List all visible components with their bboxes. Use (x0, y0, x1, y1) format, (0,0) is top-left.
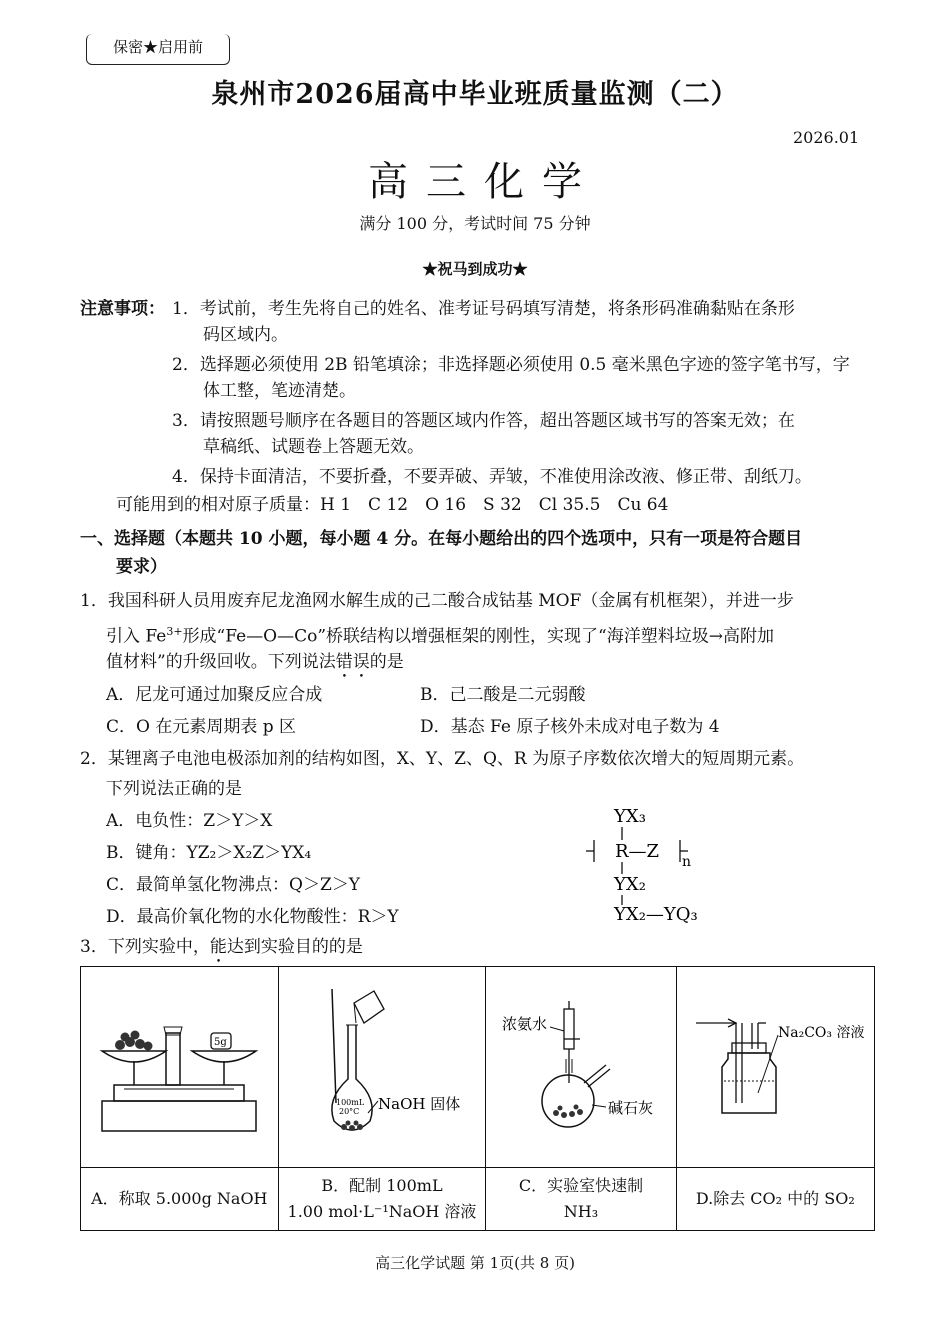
q3-image-a (81, 967, 279, 1168)
note-3-line1: 3．请按照题号顺序在各题目的答题区域内作答，超出答题区域书写的答案无效；在 (172, 411, 795, 431)
q3-caption-c: C．实验室快速制 NH₃ (486, 1168, 676, 1231)
ammonia-apparatus-icon (488, 973, 674, 1153)
weight-label: 5g (214, 1037, 228, 1048)
q2-structure-diagram (582, 800, 722, 930)
q3-image-d (676, 967, 874, 1168)
q1-emphasis: 错误 (335, 652, 370, 672)
q3-caption-a: A．称取 5.000g NaOH (81, 1168, 279, 1231)
q3-caption-b: B．配制 100mL 1.00 mol·L⁻¹NaOH 溶液 (278, 1168, 486, 1231)
struct-top: YX₃ (614, 806, 646, 827)
lime-label: 碱石灰 (607, 1099, 653, 1117)
q1-option-d: D．基态 Fe 原子核外未成对电子数为 4 (420, 717, 720, 737)
score-time: 满分 100 分，考试时间 75 分钟 (359, 214, 591, 233)
q2-line2: 下列说法正确的是 (106, 779, 242, 799)
notes-label: 注意事项： (80, 299, 165, 319)
gas-washing-bottle-icon (678, 973, 872, 1153)
q2-option-d: D．最高价氧化物的水化物酸性：R＞Y (106, 907, 399, 927)
q2-option-b: B．键角：YZ₂＞X₂Z＞YX₄ (106, 843, 312, 863)
motto: ★祝马到成功★ (422, 260, 528, 278)
struct-middle: R—Z (615, 841, 660, 862)
struct-branch1: YX₂ (614, 874, 646, 895)
na2co3-label: Na₂CO₃ 溶液 (778, 1025, 865, 1041)
q3-image-c (486, 967, 676, 1168)
confidential-stamp: 保密★启用前 (86, 34, 230, 65)
section1-heading-line1: 一、选择题（本题共 10 小题，每小题 4 分。在每小题给出的四个选项中，只有一项是符合题目 (80, 529, 803, 549)
note-2-line1: 2．选择题必须使用 2B 铅笔填涂；非选择题必须使用 0.5 毫米黑色字迹的签字笔书写，字 (172, 355, 850, 375)
q3-experiment-table (80, 966, 875, 1231)
page-footer: 高三化学试题 第 1页(共 8 页) (375, 1254, 575, 1272)
q3-stem: 3．下列实验中，能达到实验目的的是 (80, 937, 363, 957)
q2-option-a: A．电负性：Z＞Y＞X (106, 811, 273, 831)
note-4-line1: 4．保持卡面清洁，不要折叠，不要弄破、弄皱，不准使用涂改液、修正带、刮纸刀。 (172, 467, 812, 487)
flask-mark-2: 20°C (338, 1107, 360, 1116)
note-2-line2: 体工整，笔迹清楚。 (203, 381, 356, 401)
exam-title: 泉州市2026届高中毕业班质量监测（二） (211, 79, 739, 110)
subject-title: 高三化学 (368, 159, 600, 205)
q1-option-b: B．己二酸是二元弱酸 (420, 685, 586, 705)
q3-caption-d: D.除去 CO₂ 中的 SO₂ (676, 1168, 874, 1231)
note-1-line2: 码区域内。 (203, 325, 288, 345)
q1-line2: 引入 $Fe^{3+}$形成“Fe—O—Co”桥联结构以增强框架的刚性，实现了“海洋塑料垃圾→高附加 (106, 625, 774, 647)
naoh-label: NaOH 固体 (377, 1095, 461, 1113)
atomic-masses: 可能用到的相对原子质量：H 1 C 12 O 16 S 32 Cl 35.5 Cu 64 (116, 495, 669, 515)
volumetric-flask-icon (282, 973, 482, 1153)
q3-image-b (278, 967, 486, 1168)
struct-subscript-n: n (682, 854, 692, 870)
ammonia-label: 浓氨水 (501, 1015, 547, 1033)
q1-option-c: C．O 在元素周期表 p 区 (106, 717, 297, 737)
q2-line1: 2．某锂离子电池电极添加剂的结构如图，X、Y、Z、Q、R 为原子序数依次增大的短周期元素。 (80, 749, 805, 769)
q1-line1: 1．我国科研人员用废弃尼龙渔网水解生成的己二酸合成钴基 MOF（金属有机框架），并进一步 (80, 591, 794, 611)
q1-line3: 值材料”的升级回收。下列说法错误的是 (106, 652, 404, 672)
exam-date: 2026.01 (793, 128, 860, 147)
note-1-line1: 1．考试前，考生先将自己的姓名、准考证号码填写清楚，将条形码准确黏贴在条形 (172, 299, 795, 319)
q1-option-a: A．尼龙可通过加聚反应合成 (106, 685, 323, 705)
q2-option-c: C．最简单氢化物沸点：Q＞Z＞Y (106, 875, 360, 895)
balance-scale-icon (84, 973, 274, 1153)
struct-branch2: YX₂—YQ₃ (614, 904, 698, 925)
flask-mark-1: 100mL (335, 1098, 365, 1107)
section1-heading-line2: 要求） (116, 557, 167, 577)
q3-emphasis: 能 (209, 937, 227, 957)
note-3-line2: 草稿纸、试题卷上答题无效。 (203, 437, 424, 457)
